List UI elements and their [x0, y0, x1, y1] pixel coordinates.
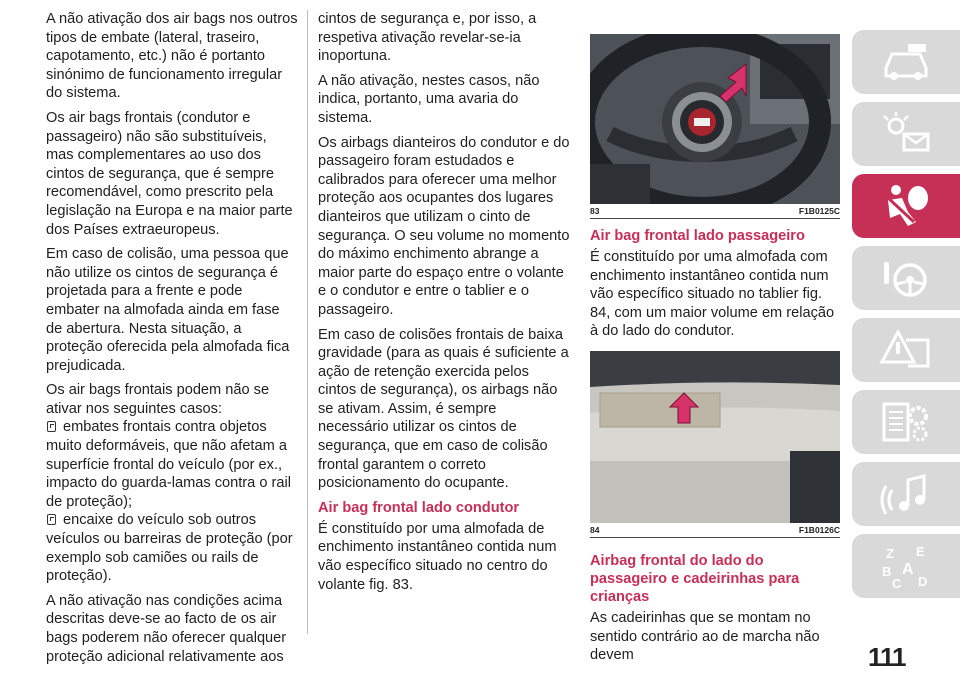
tab-emergency[interactable] — [852, 318, 960, 382]
figure-code: F1B0125C — [798, 206, 840, 216]
list-item: encaixe do veículo sob outros veículos ou barreiras de proteção (por exemplo sob camiões ou rails de proteção). — [46, 512, 293, 585]
text-column-left — [46, 10, 298, 672]
bullet-icon — [47, 421, 56, 432]
steering-wheel-key-icon — [878, 254, 934, 302]
warning-lights-icon — [878, 110, 934, 158]
steering-wheel-photo — [590, 34, 840, 204]
paragraph: As cadeirinhas que se montam no sentido contrário ao de marcha não devem — [590, 609, 820, 664]
index-letter: E — [916, 544, 925, 559]
paragraph: A não ativação nas condições acima descritas deve-se ao facto de os air bags poderem não oferecer qualquer proteção adicional relativamente aos — [46, 592, 287, 665]
figure-code: F1B0126C — [798, 524, 840, 535]
tab-car-dashboard[interactable] — [852, 30, 960, 94]
section-heading: Airbag frontal do lado do passageiro e cadeirinhas para crianças — [590, 552, 800, 605]
paragraph: Em caso de colisão, uma pessoa que não utilize os cintos de segurança é projetada para a frente e pode embater na almofada ainda em fase de abertura. Nesta situação, a proteção oferecida pela almofada fica prejudicada. — [46, 246, 290, 374]
emergency-triangle-icon — [878, 326, 934, 374]
figure-84 — [590, 351, 840, 538]
tab-safety[interactable] — [852, 174, 960, 238]
figure-number: 83 — [590, 206, 600, 216]
page-number: 111 — [868, 642, 906, 672]
index-letter: C — [892, 576, 902, 590]
paragraph: A não ativação dos air bags nos outros tipos de embate (lateral, traseiro, capotamento, etc.) não é portanto sinónimo de funcionamento irregular do sistema. — [46, 11, 298, 102]
alphabetical-index-icon — [878, 542, 934, 590]
maintenance-gears-icon — [878, 398, 934, 446]
figure-caption — [590, 204, 840, 218]
steering-wheel-illustration — [590, 34, 840, 204]
car-dashboard-icon — [878, 38, 934, 86]
section-heading: Air bag frontal lado passageiro — [590, 228, 805, 244]
index-letter: A — [902, 561, 914, 578]
figure-caption — [590, 523, 840, 537]
paragraph: É constituído por uma almofada de enchimento instantâneo contida num vão específico situado no centro do volante fig. 83. — [318, 520, 557, 593]
paragraph: É constituído por uma almofada com enchimento instantâneo contida num vão específico situado no tablier fig. 84, com um maior volume em relação à do lado do condutor. — [590, 249, 835, 340]
text-column-right — [590, 34, 840, 671]
text-column-middle — [318, 10, 570, 600]
bullet-icon — [47, 514, 56, 525]
figure-83 — [590, 34, 840, 219]
paragraph: Os air bags frontais podem não se ativar nos seguintes casos: — [46, 382, 270, 417]
safety-airbag-icon — [878, 182, 934, 230]
section-heading: Air bag frontal lado condutor — [318, 499, 520, 516]
multimedia-icon — [878, 470, 934, 518]
column-divider — [307, 10, 308, 634]
paragraph: Os airbags dianteiros do condutor e do passageiro foram estudados e calibrados para oferecer uma melhor proteção aos ocupantes dos lugares dianteiros que utilizam o cinto de segurança. O seu volume no momento do máximo enchimento abrange a maior parte do espaço entre o volante e o condutor e entre o tablier e o passageiro. — [318, 134, 570, 318]
tab-multimedia[interactable] — [852, 462, 960, 526]
tab-starting-driving[interactable] — [852, 246, 960, 310]
dashboard-passenger-photo — [590, 351, 840, 523]
tab-index[interactable] — [852, 534, 960, 598]
tab-maintenance[interactable] — [852, 390, 960, 454]
paragraph: Em caso de colisões frontais de baixa gravidade (para as quais é suficiente a ação de retenção exercida pelos cintos de segurança), os airbags não se ativam. Assim, é sempre necessário utilizar os cintos de segurança, que em caso de colisão frontal garantem o correto posicionamento do ocupante. — [318, 326, 569, 492]
index-letter: Z — [886, 546, 894, 561]
dashboard-illustration — [590, 351, 840, 523]
index-letter: D — [918, 574, 928, 589]
paragraph: Os air bags frontais (condutor e passageiro) não são substituíveis, mas complementares ao uso dos cintos de segurança, que é sempre recomendável, como prescrito pela legislação na Europa e na maior parte dos Países extraeuropeus. — [46, 109, 293, 238]
paragraph: cintos de segurança e, por isso, a respetiva ativação revelar-se-ia inoportuna. — [318, 11, 537, 65]
figure-number: 84 — [590, 524, 600, 535]
paragraph: A não ativação, nestes casos, não indica, portanto, uma avaria do sistema. — [318, 72, 540, 126]
list-item: embates frontais contra objetos muito deformáveis, que não afetam a superfície frontal do veículo (por ex., impacto do guarda-lamas contra o rail de proteção); — [46, 419, 291, 510]
chapter-tabs — [852, 30, 960, 606]
index-letter: B — [882, 564, 892, 579]
tab-warning-lights[interactable] — [852, 102, 960, 166]
